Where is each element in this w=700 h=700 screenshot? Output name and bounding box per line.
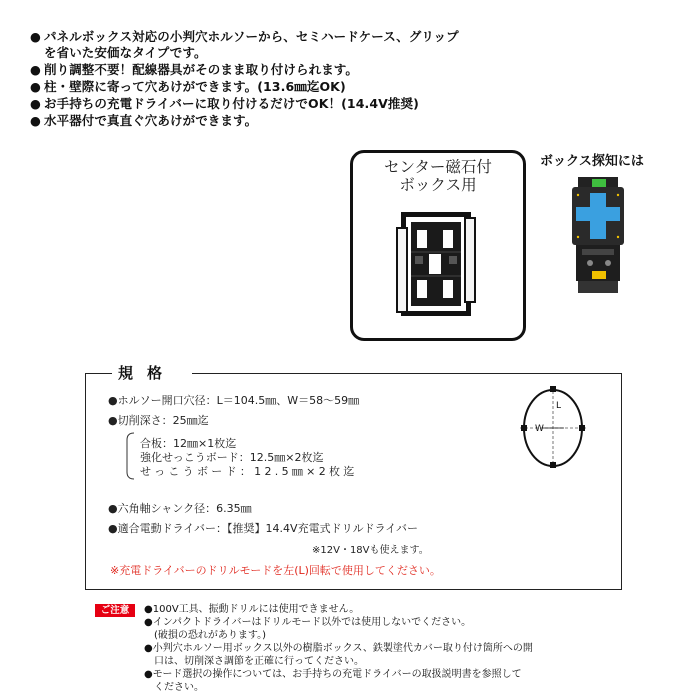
note-line-5: 口は、切削深さ調節を正確に行ってください。: [154, 656, 364, 667]
note-line-3: (破損の恐れがあります。): [154, 630, 267, 641]
feature-line-3: ● 柱・壁際に寄って穴あけができます。(13.6㎜迄OK): [30, 79, 346, 94]
bullet-dot: ●: [30, 79, 42, 94]
spec-cut-depth: ●切削深さ：25㎜迄: [108, 414, 209, 427]
hole-shape-diagram: [518, 384, 588, 468]
diagram-w-label: W: [535, 424, 544, 434]
bullet-dot: ●: [30, 62, 42, 77]
note-line-7: ください。: [154, 682, 204, 693]
spec-warning: ※充電ドライバーのドリルモードを左(L)回転で使用してください。: [110, 564, 441, 577]
spec-shank: ●六角軸シャンク径：6.35㎜: [108, 502, 252, 515]
feature-line-1: ● パネルボックス対応の小判穴ホルソーから、セミハードケース、グリップ: [30, 29, 459, 44]
spec-hole-size: ●ホルソー開口穴径：L＝104.5㎜、W＝58～59㎜: [108, 394, 360, 407]
feature-line-1-cont: を省いた安価なタイプです。: [44, 45, 207, 60]
bullet-dot: ●: [30, 96, 42, 111]
spec-material-1: 合板：12㎜×1枚迄: [140, 437, 237, 450]
spec-material-2: 強化せっこうボード：12.5㎜×2枚迄: [140, 451, 324, 464]
spec-title: 規格: [118, 364, 177, 382]
note-line-2: ●インパクトドライバーはドリルモード以外では使用しないでください。: [144, 617, 472, 628]
diagram-l-label: L: [556, 401, 562, 411]
note-line-1: ●100V工具、振動ドリルには使用できません。: [144, 604, 360, 615]
bullet-dot: ●: [30, 113, 42, 128]
feature-line-4: ● お手持ちの充電ドライバーに取り付けるだけでOK！(14.4V推奨): [30, 96, 419, 111]
spec-driver: ●適合電動ドライバー：【推奨】14.4V充電式ドリルドライバー: [108, 522, 419, 535]
box-detector-image: [568, 177, 628, 297]
note-line-6: ●モード選択の操作については、お手持ちの充電ドライバーの取扱説明書を参照して: [144, 669, 522, 680]
bullet-dot: ●: [30, 29, 42, 44]
electrical-box-image: [393, 208, 479, 320]
product-title: センター磁石付 ボックス用: [384, 158, 492, 194]
caution-badge: ご注意: [95, 604, 135, 617]
note-line-4: ●小判穴ホルソー用ボックス以外の樹脂ボックス、鉄製塗代カバー取り付け箇所への開: [144, 643, 533, 654]
box-detector-label: ボックス探知には: [540, 154, 644, 169]
feature-line-2: ● 削り調整不要！配線器具がそのまま取り付けられます。: [30, 62, 359, 77]
feature-line-5: ● 水平器付で真直ぐ穴あけができます。: [30, 113, 258, 128]
spec-driver-note: ※12V・18Vも使えます。: [312, 545, 429, 556]
spec-material-3: せっこうボード：12.5㎜×2枚迄: [140, 465, 358, 478]
material-bracket: [124, 432, 138, 480]
